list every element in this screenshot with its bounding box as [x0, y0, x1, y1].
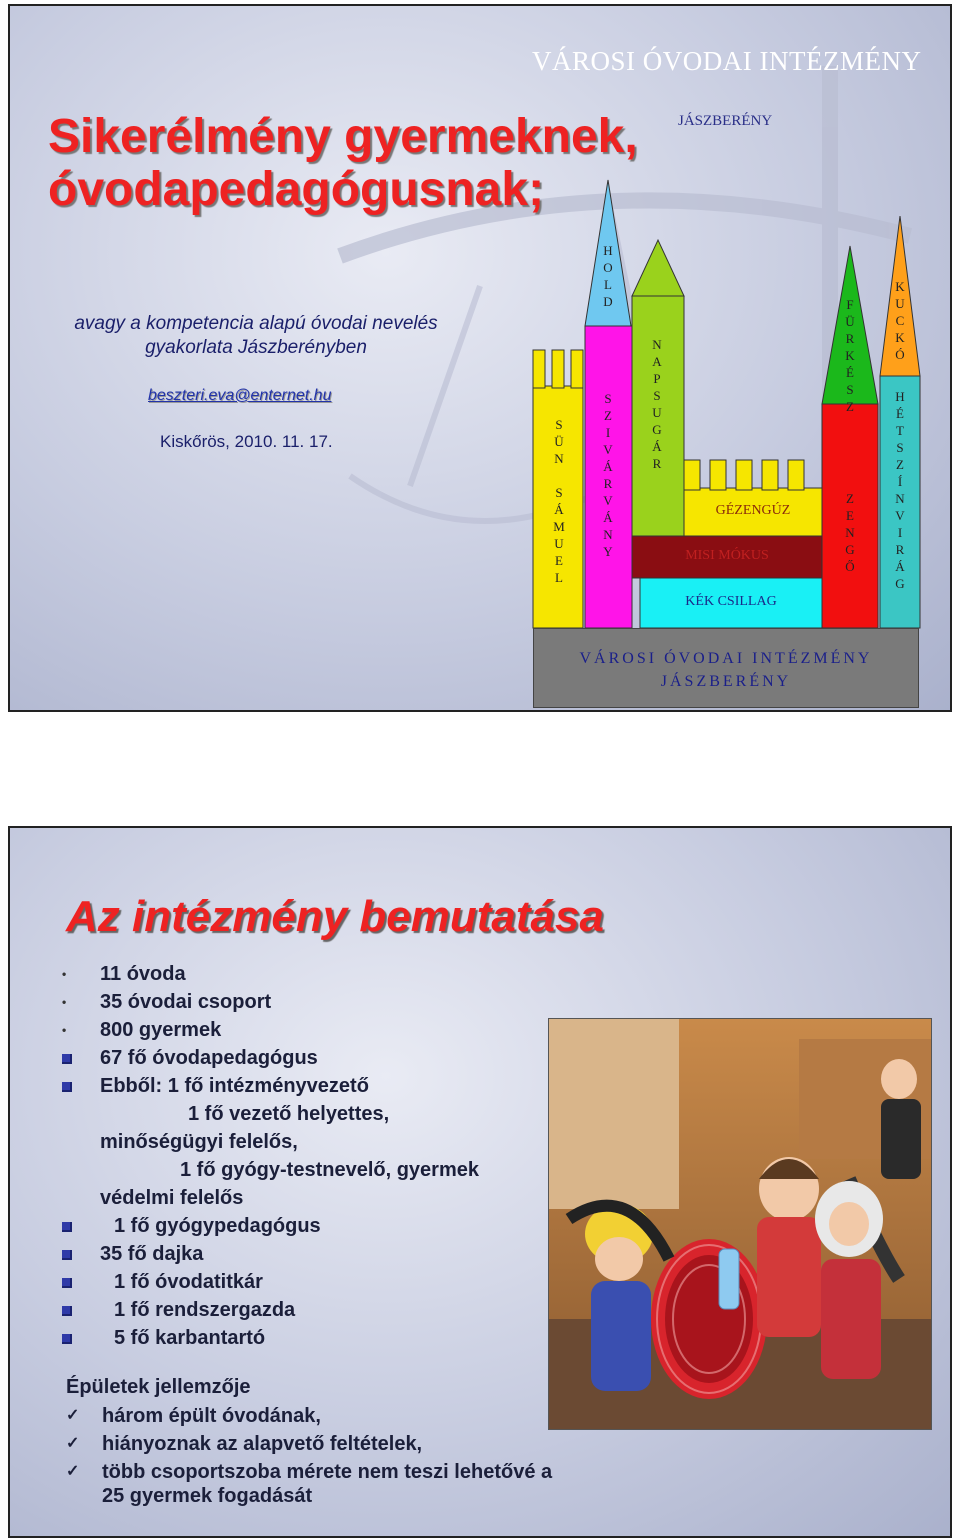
vertical-letter: E — [846, 508, 854, 523]
label-napsugar — [648, 336, 666, 472]
vertical-letter: N — [554, 451, 564, 466]
list-item: • 800 gyermek — [58, 1016, 558, 1044]
label-furkesz — [841, 296, 859, 415]
vertical-letter: Á — [603, 510, 613, 525]
children-playing-photo — [548, 1018, 932, 1430]
vertical-letter: I — [897, 525, 903, 540]
vertical-letter: Ő — [845, 559, 855, 574]
vertical-letter: M — [553, 519, 565, 534]
vertical-letter: U — [652, 405, 662, 420]
vertical-letter: N — [652, 337, 662, 352]
institution-intro-slide — [8, 826, 952, 1538]
vertical-letter: S — [896, 440, 904, 455]
list-item: 35 fő dajka — [58, 1240, 558, 1268]
vertical-letter: É — [846, 365, 854, 380]
vertical-letter: Ü — [845, 314, 855, 329]
vertical-letter: S — [604, 391, 612, 406]
vertical-letter: A — [652, 354, 662, 369]
vertical-letter: D — [603, 294, 613, 309]
vertical-letter: Á — [554, 502, 564, 517]
vertical-letter: V — [895, 508, 905, 523]
email-link[interactable]: beszteri.eva@enternet.hu — [148, 387, 332, 404]
checkmark-icon: ✓ — [66, 1407, 80, 1424]
vertical-letter: V — [603, 442, 613, 457]
vertical-letter: R — [652, 456, 662, 471]
list-item: • 35 óvodai csoport — [58, 988, 558, 1016]
vertical-letter: H — [603, 243, 613, 258]
vertical-letter: U — [895, 296, 905, 311]
vertical-letter: N — [895, 491, 905, 506]
vertical-letter: I — [605, 425, 611, 440]
label-szivarvany — [599, 390, 617, 560]
place-date: Kiskőrös, 2010. 11. 17. — [160, 432, 333, 451]
building-gezenguz — [684, 460, 822, 538]
vertical-letter: V — [603, 493, 613, 508]
list-item: 67 fő óvodapedagógus — [58, 1044, 558, 1072]
label-hold — [599, 242, 617, 310]
vertical-letter: Z — [604, 408, 612, 423]
vertical-letter: Ü — [554, 434, 564, 449]
slide-subtitle: avagy a kompetencia alapú óvodai nevelés gyakorlata Jászberényben — [74, 313, 438, 358]
vertical-letter: H — [895, 389, 905, 404]
institution-base-box — [533, 628, 919, 708]
vertical-letter: Z — [896, 457, 904, 472]
list-item: ✓ több csoportszoba mérete nem teszi lehetővé a 25 gyermek fogadását — [66, 1461, 553, 1507]
vertical-letter: G — [895, 576, 905, 591]
vertical-letter: Z — [846, 399, 854, 414]
base-city-name: JÁSZBERÉNY — [660, 673, 792, 690]
list-item: ✓ három épült óvodának, — [66, 1405, 321, 1427]
vertical-letter: K — [895, 330, 905, 345]
vertical-letter: Y — [603, 544, 613, 559]
list-item: védelmi felelős — [100, 1187, 244, 1209]
label-kek-csillag: KÉK CSILLAG — [685, 594, 777, 609]
list-item: 1 fő vezető helyettes, — [188, 1103, 390, 1125]
vertical-letter: N — [603, 527, 613, 542]
vertical-letter: É — [896, 406, 904, 421]
list-item: 1 fő rendszergazda — [58, 1296, 558, 1324]
list-item: 5 fő karbantartó — [58, 1324, 558, 1352]
vertical-letter: N — [845, 525, 855, 540]
vertical-letter: K — [845, 348, 855, 363]
vertical-letter: S — [555, 485, 563, 500]
vertical-letter: S — [555, 417, 563, 432]
photo-illustration — [549, 1019, 931, 1429]
vertical-letter: Z — [846, 491, 854, 506]
vertical-letter: R — [845, 331, 855, 346]
vertical-letter: Ó — [895, 347, 905, 362]
vertical-letter: L — [555, 570, 563, 585]
vertical-letter: Á — [652, 439, 662, 454]
checkmark-icon: ✓ — [66, 1435, 80, 1452]
list-item: ✓ hiányoznak az alapvető feltételek, — [66, 1433, 423, 1455]
slide-title: Az intézmény bemutatása — [66, 892, 604, 941]
vertical-letter: E — [555, 553, 563, 568]
vertical-letter: Í — [897, 474, 903, 489]
label-misi-mokus: MISI MÓKUS — [685, 548, 769, 563]
features-list — [64, 1404, 564, 1512]
vertical-letter: F — [846, 297, 854, 312]
vertical-letter: C — [895, 313, 905, 328]
staff-list — [58, 960, 558, 1352]
city-header: JÁSZBERÉNY — [678, 113, 773, 129]
vertical-letter: U — [554, 536, 564, 551]
vertical-letter: L — [604, 277, 612, 292]
vertical-letter: R — [895, 542, 905, 557]
vertical-letter: K — [895, 279, 905, 294]
vertical-letter: R — [603, 476, 613, 491]
vertical-letter: Á — [895, 559, 905, 574]
vertical-letter — [550, 467, 568, 484]
vertical-letter: G — [845, 542, 855, 557]
vertical-letter: Á — [603, 459, 613, 474]
vertical-letter: P — [653, 371, 661, 386]
title-slide — [8, 4, 952, 712]
checkmark-icon: ✓ — [66, 1463, 80, 1480]
label-sun-samuel — [550, 416, 568, 586]
list-item: Ebből: 1 fő intézményvezető — [58, 1072, 558, 1100]
vertical-letter: T — [896, 423, 904, 438]
list-item: • 11 óvoda — [58, 960, 558, 988]
vertical-letter: O — [603, 260, 613, 275]
institution-header: VÁROSI ÓVODAI INTÉZMÉNY — [532, 46, 922, 76]
vertical-letter: G — [652, 422, 662, 437]
list-item: 1 fő gyógypedagógus — [58, 1212, 558, 1240]
list-item: minőségügyi felelős, — [100, 1131, 298, 1153]
label-hetszinvirag — [891, 388, 909, 592]
label-gezenguz: GÉZENGÚZ — [715, 503, 791, 518]
list-item: 1 fő gyógy-testnevelő, gyermek — [180, 1159, 479, 1181]
vertical-letter: S — [653, 388, 661, 403]
base-institution-name: VÁROSI ÓVODAI INTÉZMÉNY — [579, 650, 873, 667]
vertical-letter: S — [846, 382, 854, 397]
slide-title: Sikerélmény gyermeknek, óvodapedagógusnak; — [48, 110, 638, 216]
features-heading: Épületek jellemzője — [66, 1376, 251, 1398]
label-kucko — [891, 278, 909, 363]
label-zengo — [841, 490, 859, 575]
list-item: 1 fő óvodatitkár — [58, 1268, 558, 1296]
